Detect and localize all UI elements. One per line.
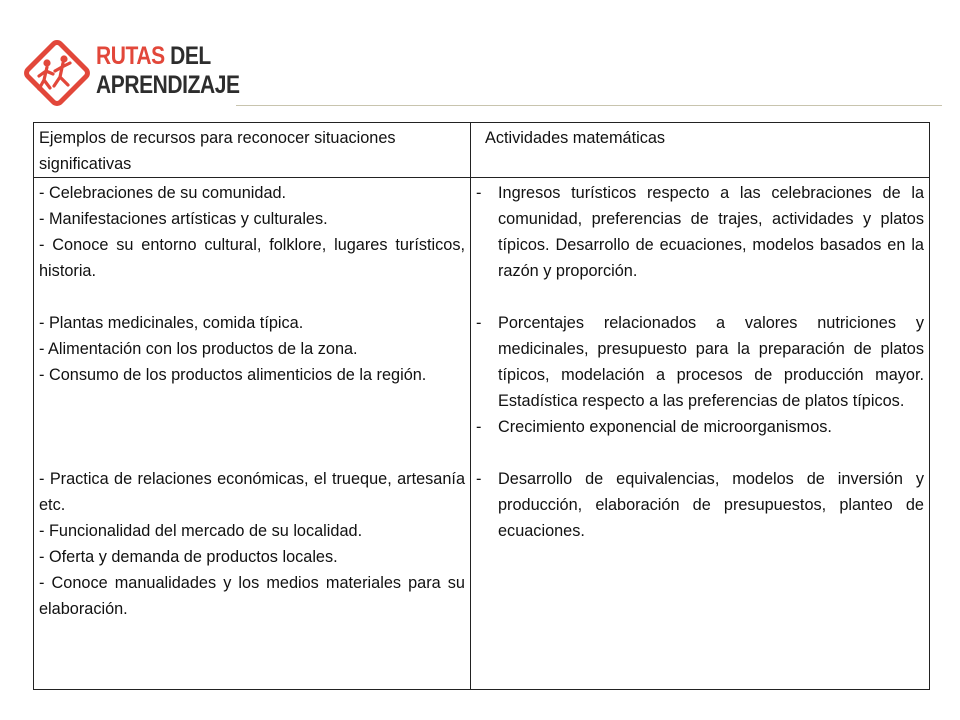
resources-cell xyxy=(34,178,471,690)
brand-wordmark xyxy=(96,42,240,100)
activity-item xyxy=(476,414,924,440)
activity-text: Ingresos turísticos respecto a las celebraciones de la comunidad, preferencias de trajes, actividades y platos típicos. Desarrollo de ecuaciones, modelos basados en la razón y proporción. xyxy=(498,184,924,280)
activity-text: Porcentajes relacionados a valores nutriciones y medicinales, presupuesto para la preparación de platos típicos, modelación a procesos de producción mayor. Estadística respecto a las preferencias de platos típicos. xyxy=(498,314,924,410)
list-item: - Consumo de los productos alimenticios de la región. xyxy=(39,366,427,384)
activity-item xyxy=(476,180,924,284)
header-divider xyxy=(236,105,942,106)
resources-table xyxy=(33,122,930,690)
table-header-row xyxy=(34,123,930,178)
list-item: - Plantas medicinales, comida típica. xyxy=(39,314,304,332)
resource-group-food xyxy=(39,310,465,388)
activity-text: Crecimiento exponencial de microorganismos. xyxy=(498,418,832,436)
list-dash: - xyxy=(476,418,482,436)
children-running-icon xyxy=(20,36,94,110)
list-item: - Conoce manualidades y los medios materiales para su elaboración. xyxy=(39,574,465,618)
table-body-row xyxy=(34,178,930,690)
list-item: - Conoce su entorno cultural, folklore, lugares turísticos, historia. xyxy=(39,236,465,280)
brand-word-rutas: RUTAS xyxy=(96,42,165,70)
brand-word-aprendizaje: APRENDIZAJE xyxy=(96,71,240,99)
list-item: - Manifestaciones artísticas y culturales. xyxy=(39,210,328,228)
activity-text: Desarrollo de equivalencias, modelos de inversión y producción, elaboración de presupuestos, planteo de ecuaciones. xyxy=(498,470,924,540)
activities-cell xyxy=(471,178,930,690)
list-dash: - xyxy=(476,470,482,488)
header-resources: Ejemplos de recursos para reconocer situaciones significativas xyxy=(34,123,471,178)
brand-logo xyxy=(20,36,240,110)
header-activities: Actividades matemáticas xyxy=(471,123,930,178)
list-item: - Funcionalidad del mercado de su localidad. xyxy=(39,522,363,540)
activity-item xyxy=(476,466,924,544)
activity-item xyxy=(476,310,924,414)
list-item: - Practica de relaciones económicas, el trueque, artesanía etc. xyxy=(39,470,465,514)
list-dash: - xyxy=(476,184,482,202)
resource-group-culture xyxy=(39,180,465,284)
brand-word-del: DEL xyxy=(170,42,211,70)
list-dash: - xyxy=(476,314,482,332)
list-item: - Celebraciones de su comunidad. xyxy=(39,184,287,202)
list-item: - Alimentación con los productos de la zona. xyxy=(39,340,358,358)
resource-group-economy xyxy=(39,466,465,622)
list-item: - Oferta y demanda de productos locales. xyxy=(39,548,338,566)
